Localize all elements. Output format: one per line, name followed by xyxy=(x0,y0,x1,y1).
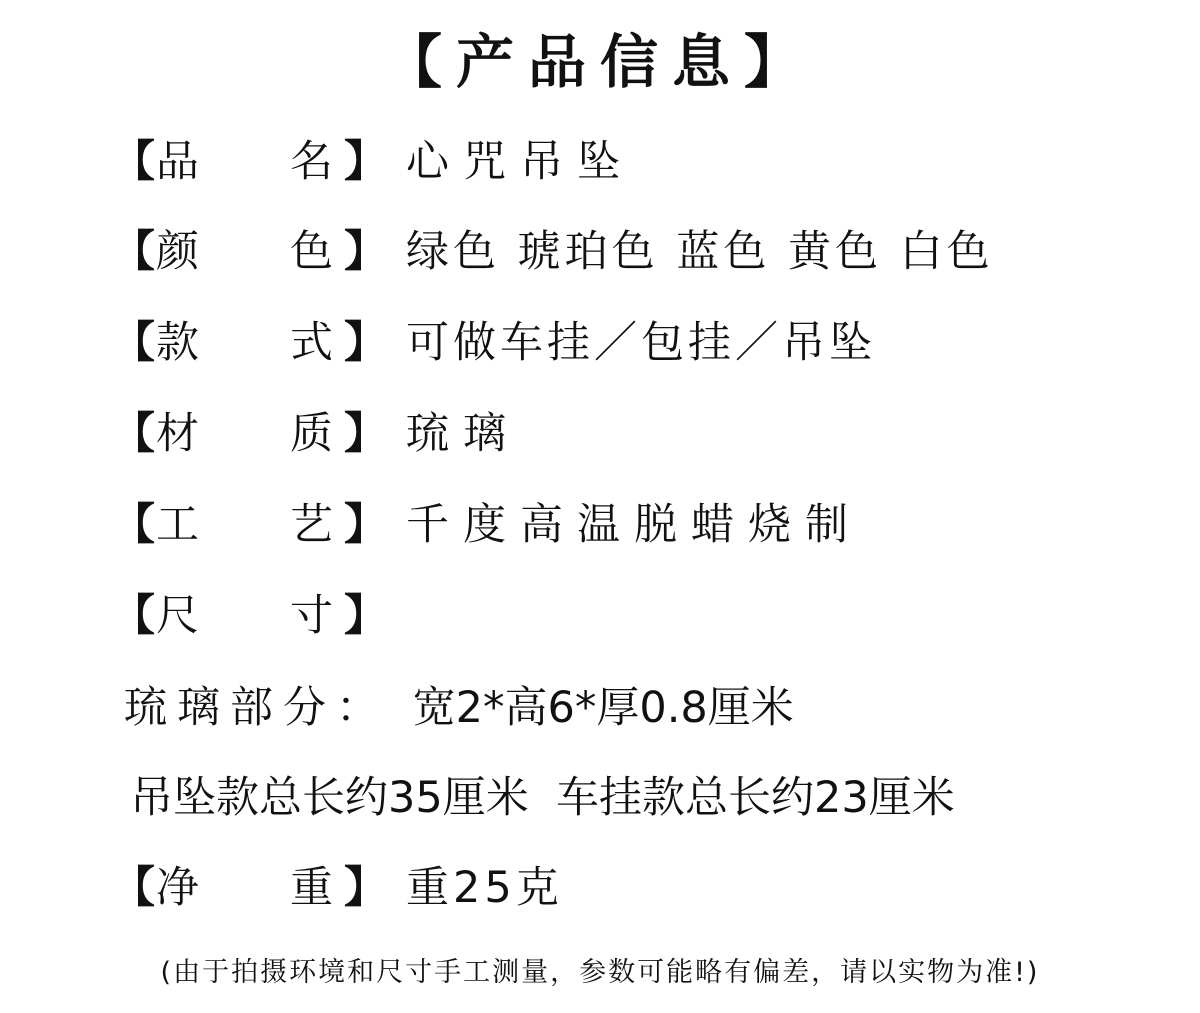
label-char-2: 寸 xyxy=(290,591,333,641)
label-char-1: 尺 xyxy=(156,591,199,641)
size-length-line: 吊坠款总长约35厘米 车挂款总长约23厘米 xyxy=(130,773,955,823)
bracket-close: 】 xyxy=(344,500,387,550)
row-weight xyxy=(112,858,563,918)
label-char-2: 色 xyxy=(290,227,333,277)
bracket-close: 】 xyxy=(344,863,387,913)
label-char-1: 颜 xyxy=(156,227,199,277)
bracket-close: 】 xyxy=(344,591,387,641)
row-color xyxy=(112,222,994,282)
row-craft xyxy=(112,495,862,555)
label-char-1: 款 xyxy=(156,318,199,368)
measurement-disclaimer: (由于拍摄环境和尺寸手工测量，参数可能略有偏差，请以实物为准!) xyxy=(160,957,1040,988)
label-char-2: 式 xyxy=(290,318,333,368)
label-char-2: 重 xyxy=(290,863,333,913)
bracket-close: 】 xyxy=(344,318,387,368)
label-char-2: 艺 xyxy=(290,500,333,550)
row-material xyxy=(112,404,520,464)
row-style xyxy=(112,313,876,373)
bracket-open: 【 xyxy=(112,137,155,187)
row-size xyxy=(112,586,406,646)
bracket-open: 【 xyxy=(112,863,155,913)
size-glass-line xyxy=(124,678,794,738)
value-weight: 重25克 xyxy=(406,863,563,913)
page-title: 【产品信息】 xyxy=(383,28,816,96)
bracket-open: 【 xyxy=(112,591,155,641)
value-material: 琉璃 xyxy=(406,409,520,459)
label-char-1: 材 xyxy=(156,409,199,459)
size-glass-value: 宽2*高6*厚0.8厘米 xyxy=(412,683,794,733)
size-glass-label: 琉璃部分： xyxy=(124,683,389,733)
bracket-open: 【 xyxy=(112,500,155,550)
label-char-1: 工 xyxy=(156,500,199,550)
value-color: 绿色 琥珀色 蓝色 黄色 白色 xyxy=(406,227,994,277)
value-craft: 千度高温脱蜡烧制 xyxy=(406,500,862,550)
row-product-name xyxy=(112,132,634,192)
label-char-1: 品 xyxy=(156,137,199,187)
bracket-close: 】 xyxy=(344,137,387,187)
bracket-open: 【 xyxy=(112,318,155,368)
label-char-2: 名 xyxy=(290,137,333,187)
label-char-1: 净 xyxy=(156,863,199,913)
bracket-close: 】 xyxy=(344,409,387,459)
bracket-open: 【 xyxy=(112,409,155,459)
bracket-close: 】 xyxy=(344,227,387,277)
value-product-name: 心咒吊坠 xyxy=(406,137,634,187)
value-style: 可做车挂／包挂／吊坠 xyxy=(406,318,876,368)
label-char-2: 质 xyxy=(290,409,333,459)
bracket-open: 【 xyxy=(112,227,155,277)
